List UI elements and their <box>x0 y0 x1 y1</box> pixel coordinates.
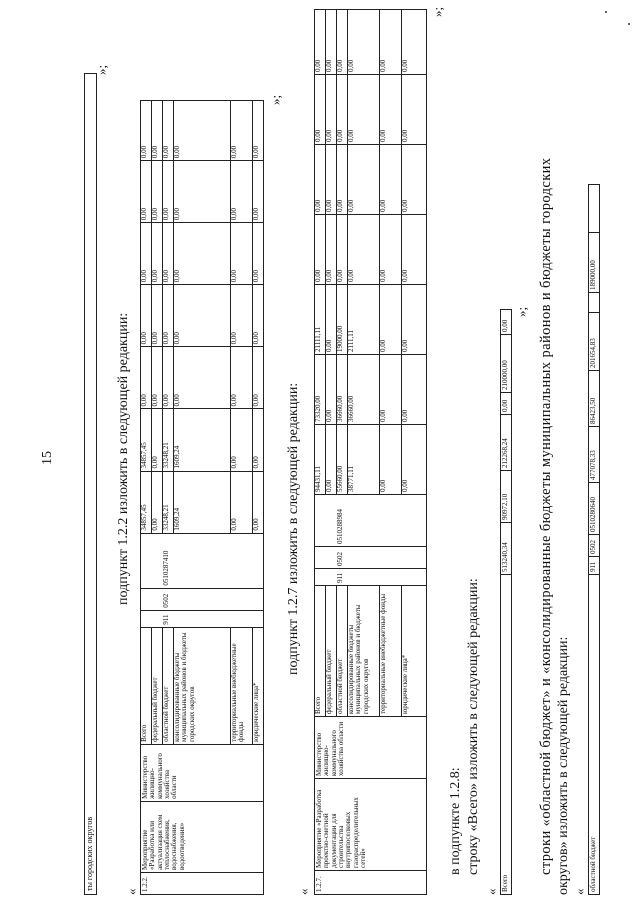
regional-label: областной бюджет <box>589 575 600 895</box>
ministry-name: Министерство жилищно-коммунального хозяйства области <box>141 744 264 801</box>
total-label: Всего <box>501 575 512 895</box>
section3-intro-1: в подпункте 1.2.8: <box>448 767 463 875</box>
value-column-3: 21111,11 0,00 19000,00 2111,11 0,00 0,00 <box>315 285 427 355</box>
section4-intro-2: округов» изложить в следующей редакции: <box>556 636 571 895</box>
total-value-4: 0,00 <box>501 393 512 415</box>
total-value-6: 0,00 <box>501 310 512 335</box>
regional-rzpr: 0502 <box>589 535 600 557</box>
table-1-2-7 <box>314 9 427 895</box>
source-regional: областной бюджет <box>337 586 348 716</box>
source-municipal: консолидированные бюджеты муниципальных районов и бюджеты городских округов <box>348 586 380 716</box>
top-fragment-text: ты городских округов <box>85 816 94 891</box>
event-name: Мероприятие «Разработка или актуализация схем теплоснабжения, водоснабжения, водоотведения» <box>141 801 264 872</box>
regional-value-1: 477078,33 <box>589 427 600 483</box>
csr-code: 0510287410 <box>141 533 264 588</box>
row-number: 1.2.2. <box>141 872 264 894</box>
value-column-2: 34857,45 0,00 33248,21 1609,24 0,00 0,00 <box>141 409 264 471</box>
value-column-4: 0,00 0,00 0,00 0,00 0,00 0,00 <box>141 285 264 347</box>
regional-csr: 0510280640 <box>589 483 600 535</box>
open-quote-4: « <box>572 888 587 895</box>
scan-speck <box>605 11 607 13</box>
value-column-3: 0,00 0,00 0,00 0,00 0,00 0,00 <box>141 347 264 409</box>
value-column-5: 0,00 0,00 0,00 0,00 0,00 0,00 <box>315 145 427 215</box>
value-column-1: 34857,45 0,00 33248,21 1609,24 0,00 0,00 <box>141 471 264 533</box>
close-quote-1: »; <box>268 94 283 105</box>
grbs-code: 911 <box>315 569 427 586</box>
source-legal: юридические лица* <box>252 682 260 742</box>
total-value-2: 90972,10 <box>501 471 512 523</box>
section2-intro: подпункт 1.2.7 изложить в следующей редакции: <box>286 382 301 675</box>
value-column-6: 0,00 0,00 0,00 0,00 0,00 0,00 <box>141 161 264 223</box>
total-value-5: 210000,00 <box>501 335 512 393</box>
value-column-2: 73320,00 0,00 36660,00 36660,00 0,00 0,00 <box>315 355 427 425</box>
grbs-code: 911 <box>141 610 264 627</box>
source-federal: федеральный бюджет <box>326 586 337 716</box>
source-extrabudget: территориальные внебюджетные фонды <box>380 586 402 716</box>
regional-value-3: 201654,83 <box>589 313 600 371</box>
regional-value-4 <box>589 293 600 313</box>
open-quote-3: « <box>484 888 499 895</box>
row-number: 1.2.7. <box>315 871 427 895</box>
section1-intro: подпункт 1.2.2 изложить в следующей редакции: <box>116 312 131 605</box>
source-legal: юридические лица* <box>401 654 409 714</box>
open-quote-1: « <box>124 888 139 895</box>
regional-grbs: 911 <box>589 557 600 575</box>
rzpr-code: 0502 <box>315 547 427 569</box>
value-column-4: 0,00 0,00 0,00 0,00 0,00 0,00 <box>315 215 427 285</box>
source-municipal: консолидированные бюджеты муниципальных районов и бюджеты городских округов <box>174 628 231 744</box>
source-regional: областной бюджет <box>163 628 174 744</box>
scan-speck <box>628 23 630 25</box>
funding-sources <box>315 586 427 717</box>
table-1-2-2 <box>140 100 264 895</box>
section3-intro-2: строку «Всего» изложить в следующей редакции: <box>466 578 481 875</box>
funding-sources <box>141 627 264 744</box>
value-column-6: 0,00 0,00 0,00 0,00 0,00 0,00 <box>315 75 427 145</box>
ministry-name: Министерство жилищно-коммунального хозяйства области <box>315 717 427 779</box>
page-number: 15 <box>40 451 55 465</box>
total-value-3: 212268,24 <box>501 415 512 471</box>
rzpr-code: 0502 <box>141 588 264 610</box>
source-total: Всего <box>315 586 326 716</box>
value-column-1: 94431,11 0,00 55660,00 38771,11 0,00 0,00 <box>315 425 427 495</box>
close-quote-3: »; <box>514 306 529 317</box>
total-value-1: 513240,34 <box>501 523 512 575</box>
value-column-7: 0,00 0,00 0,00 0,00 0,00 0,00 <box>315 10 427 75</box>
section4-intro-1: строки «областной бюджет» и «консолидированные бюджеты муниципальных районов и бюджеты городских <box>538 157 554 875</box>
table-total-row <box>500 309 512 895</box>
open-quote-2: « <box>296 888 311 895</box>
value-column-7: 0,00 0,00 0,00 0,00 0,00 0,00 <box>141 101 264 161</box>
top-fragment-row <box>84 73 97 895</box>
csr-code: 0510288984 <box>315 495 427 547</box>
regional-value-6 <box>589 185 600 233</box>
regional-value-2: 86423,50 <box>589 371 600 427</box>
table-regional-row <box>588 184 600 895</box>
source-total: Всего <box>141 628 152 744</box>
regional-value-5: 189000,00 <box>589 233 600 293</box>
value-column-5: 0,00 0,00 0,00 0,00 0,00 0,00 <box>141 223 264 285</box>
close-quote-0: »; <box>94 64 109 75</box>
event-name: Мероприятие «Разработка проектно-сметной документации для строительства внутрипоселковых газораспределительных сетей» <box>315 779 427 871</box>
source-extrabudget: территориальные внебюджетные фонды <box>231 628 253 744</box>
close-quote-2: »; <box>430 6 445 17</box>
source-federal: федеральный бюджет <box>152 628 163 744</box>
